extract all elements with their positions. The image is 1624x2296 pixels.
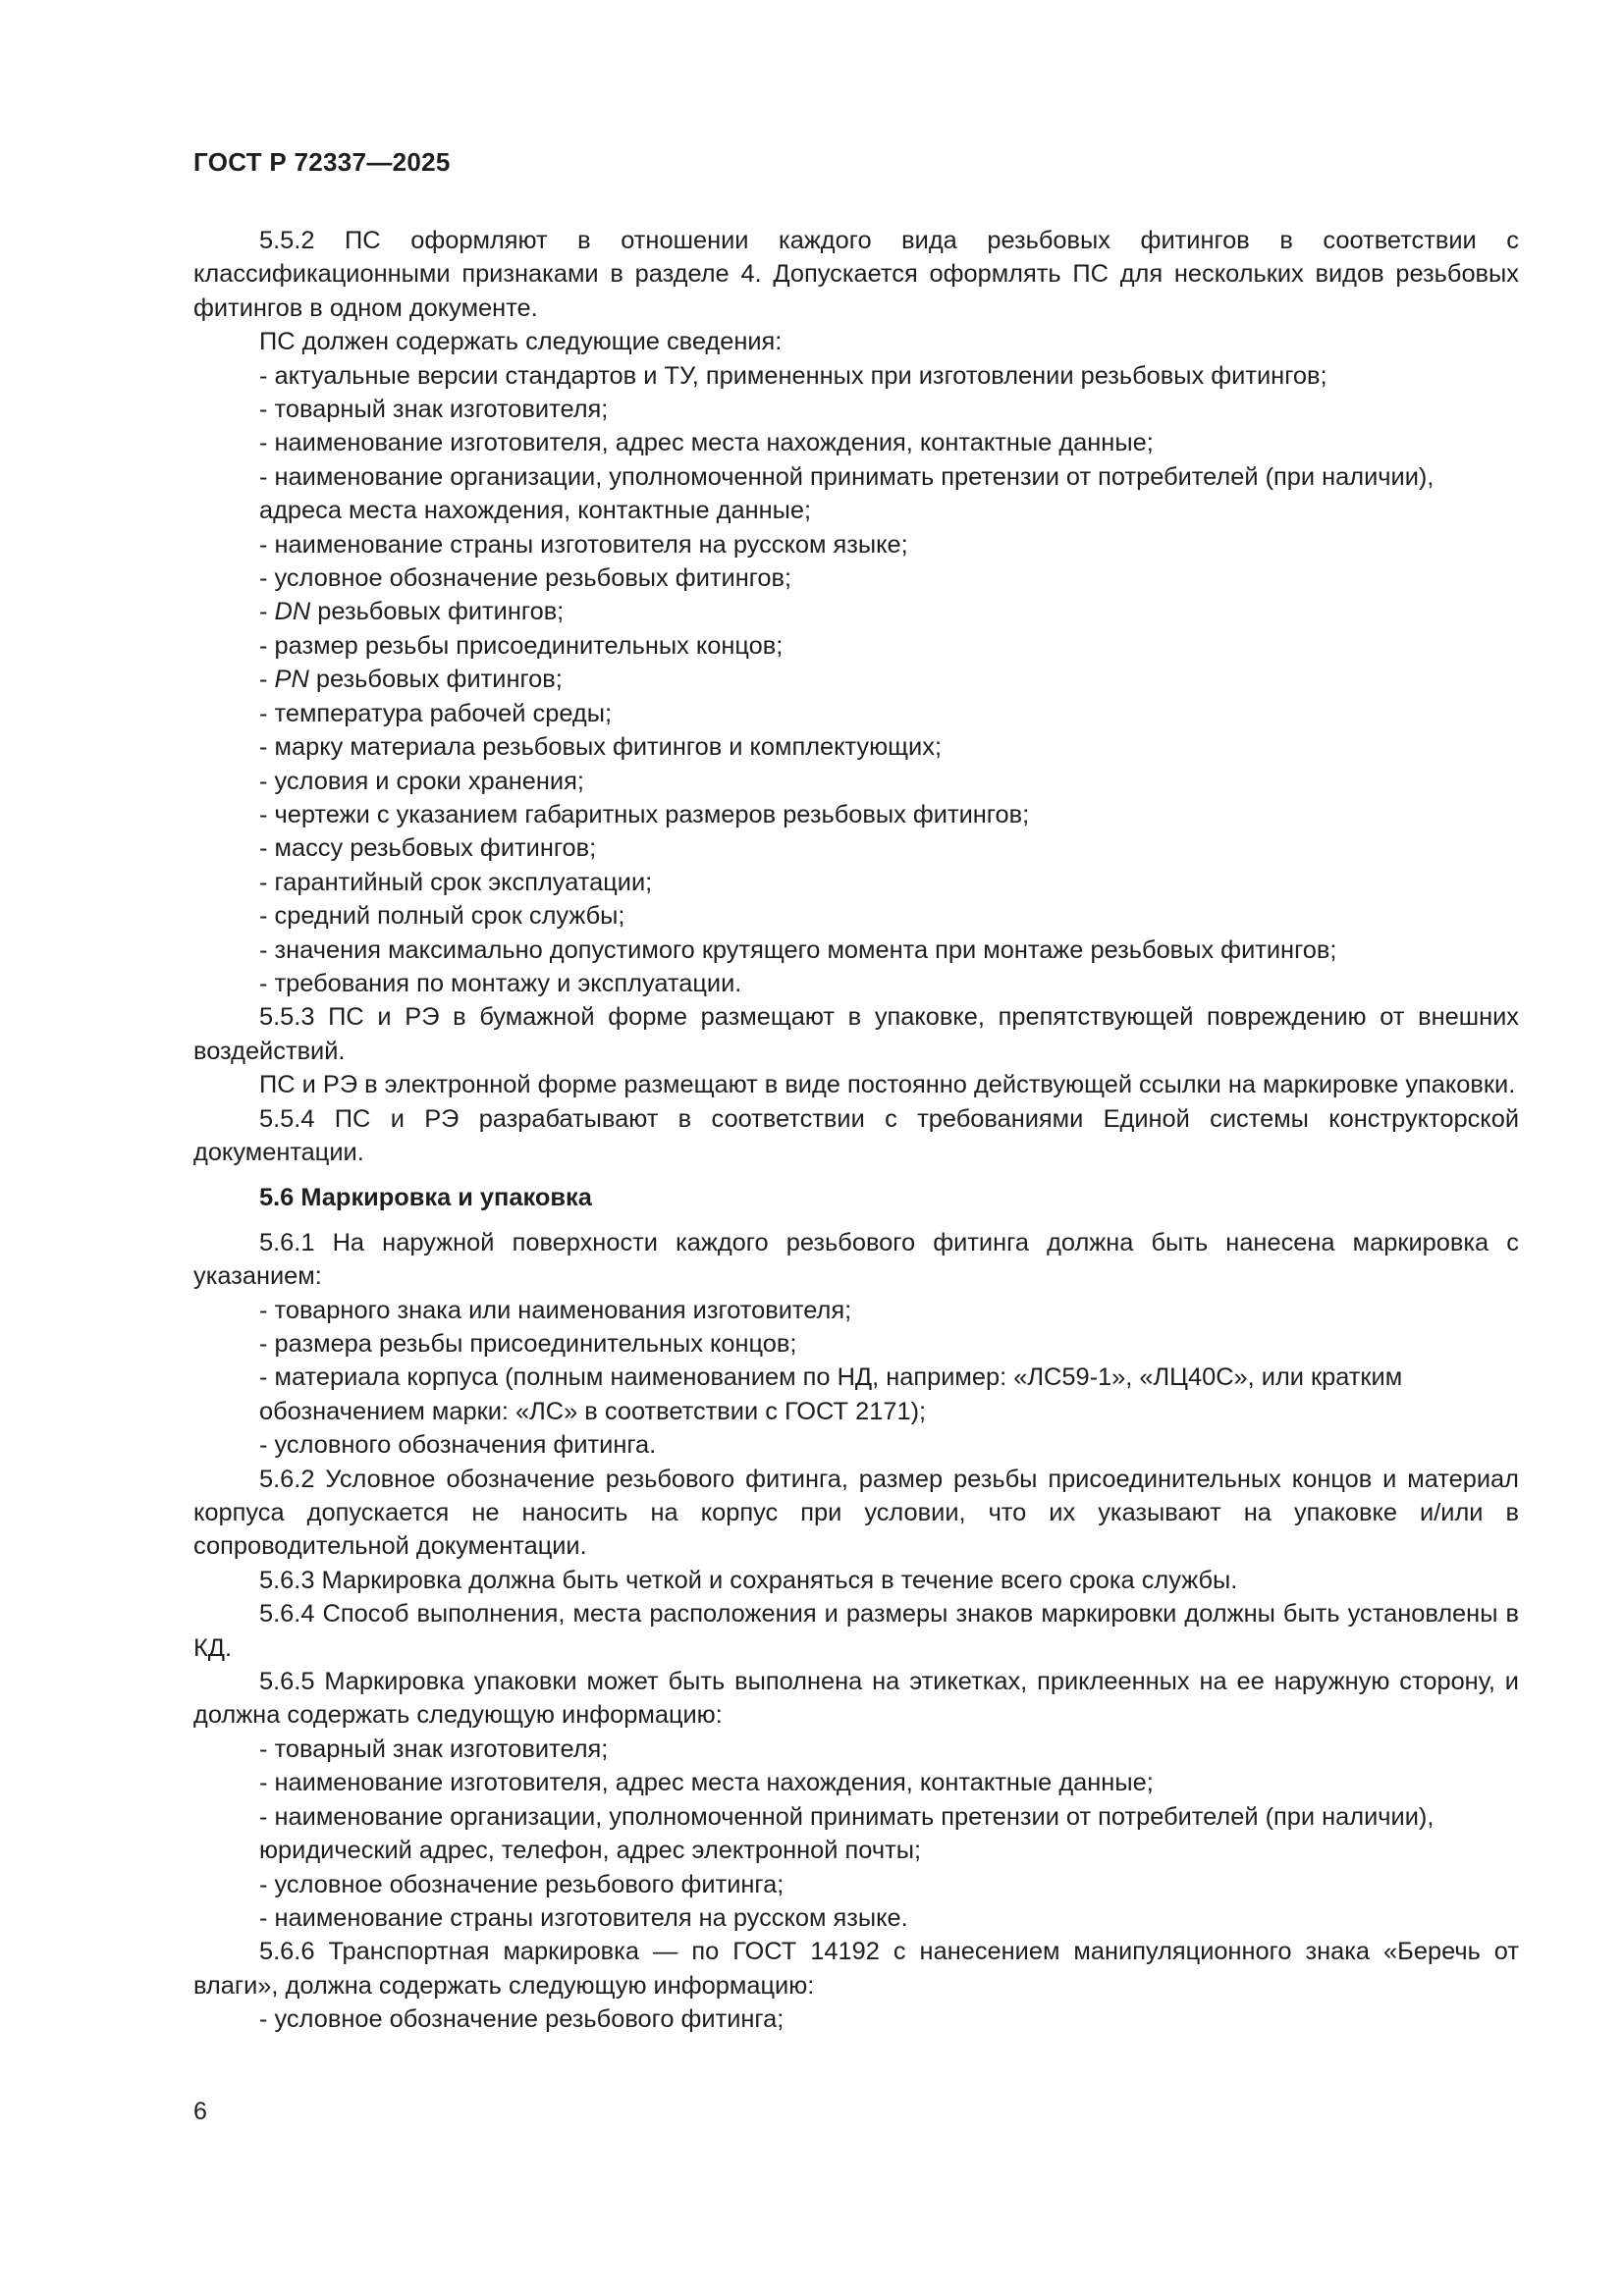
ps-list-intro: ПС должен содержать следующие сведения: — [259, 328, 783, 356]
document-header-code: ГОСТ Р 72337—2025 — [193, 147, 451, 177]
document-body — [193, 224, 1519, 2037]
list-item: - гарантийный срок эксплуатации; — [259, 868, 653, 896]
designation-term: PN — [274, 666, 309, 694]
list-item: - массу резьбовых фитингов; — [259, 834, 597, 863]
list-item: - наименование страны изготовителя на русском языке; — [259, 530, 908, 559]
paragraph-5-6-5: 5.6.5 Маркировка упаковки может быть выполнена на этикетках, приклеенных на ее наружную сторону, и должна содержать следующую информацию: — [193, 1668, 1519, 1730]
paragraph-5-6-6: 5.6.6 Транспортная маркировка — по ГОСТ 14192 с нанесением манипуляционного знака «Беречь от влаги», должна содержать следующую информацию: — [193, 1938, 1519, 2000]
list-item: - PN резьбовых фитингов; — [259, 666, 563, 694]
marking-requirements-list — [193, 1294, 1519, 1463]
list-item: - наименование организации, уполномоченной принимать претензии от потребителей (при наличии), адреса места нахождения, контактные данные; — [259, 462, 1435, 525]
list-item: - наименование изготовителя, адрес места нахождения, контактные данные; — [259, 429, 1154, 457]
list-item: - товарный знак изготовителя; — [259, 1735, 609, 1763]
list-item: - актуальные версии стандартов и ТУ, примененных при изготовлении резьбовых фитингов; — [259, 361, 1327, 390]
list-item: - размера резьбы присоединительных концов; — [259, 1330, 797, 1358]
paragraph-5-6-1: 5.6.1 На наружной поверхности каждого резьбового фитинга должна быть нанесена маркировка с указанием: — [193, 1228, 1519, 1291]
list-item: - размер резьбы присоединительных концов; — [259, 631, 784, 660]
designation-term: DN — [274, 598, 311, 626]
paragraph-5-6-3: 5.6.3 Маркировка должна быть четкой и сохраняться в течение всего срока службы. — [259, 1566, 1238, 1594]
list-item: - значения максимально допустимого крутящего момента при монтаже резьбовых фитингов; — [259, 935, 1337, 964]
paragraph-5-5-4: 5.5.4 ПС и РЭ разрабатывают в соответствии с требованиями Единой системы конструкторской документации. — [193, 1104, 1519, 1166]
list-item: - условное обозначение резьбового фитинга; — [259, 1870, 785, 1898]
page-number: 6 — [193, 2098, 207, 2125]
list-item: - наименование организации, уполномоченной принимать претензии от потребителей (при наличии), юридический адрес, телефон, адрес электронной почты; — [259, 1802, 1435, 1865]
list-item: - температура рабочей среды; — [259, 699, 613, 727]
list-item: - марку материала резьбовых фитингов и комплектующих; — [259, 733, 942, 762]
list-item: - наименование изготовителя, адрес места нахождения, контактные данные; — [259, 1769, 1154, 1797]
list-item: - условное обозначение резьбовых фитингов; — [259, 564, 792, 593]
transport-marking-list — [193, 2002, 1519, 2036]
section-title-5-6: 5.6 Маркировка и упаковка — [259, 1184, 592, 1212]
ps-requirements-list — [193, 359, 1519, 1001]
list-item: - чертежи с указанием габаритных размеров резьбовых фитингов; — [259, 800, 1030, 828]
list-item: - условное обозначение резьбового фитинга; — [259, 2005, 785, 2034]
list-item: - наименование страны изготовителя на русском языке. — [259, 1903, 908, 1932]
list-item: - условия и сроки хранения; — [259, 767, 584, 795]
package-marking-list — [193, 1733, 1519, 1935]
list-item: - средний полный срок службы; — [259, 902, 625, 931]
paragraph-5-5-3-electronic: ПС и РЭ в электронной форме размещают в виде постоянно действующей ссылки на маркировке упаковки. — [259, 1071, 1516, 1099]
paragraph-5-5-3: 5.5.3 ПС и РЭ в бумажной форме размещают в упаковке, препятствующей повреждению от внешних воздействий. — [193, 1003, 1519, 1065]
paragraph-5-5-2: 5.5.2 ПС оформляют в отношении каждого вида резьбовых фитингов в соответствии с классификационными признаками в разделе 4. Допускается оформлять ПС для нескольких видов резьбовых фитингов в одном документе. — [193, 227, 1519, 322]
list-item: - товарного знака или наименования изготовителя; — [259, 1296, 852, 1324]
list-item: - DN резьбовых фитингов; — [259, 598, 565, 626]
list-item: - товарный знак изготовителя; — [259, 396, 609, 424]
paragraph-5-6-2: 5.6.2 Условное обозначение резьбового фитинга, размер резьбы присоединительных концов и материал корпуса допускается не наносить на корпус при условии, что их указывают на упаковке и/или в сопроводительной документации. — [193, 1465, 1519, 1561]
list-item: - требования по монтажу и эксплуатации. — [259, 969, 742, 997]
paragraph-5-6-4: 5.6.4 Способ выполнения, места расположения и размеры знаков маркировки должны быть установлены в КД. — [193, 1600, 1519, 1662]
list-item: - материала корпуса (полным наименованием по НД, например: «ЛС59-1», «ЛЦ40С», или кратким обозначением марки: «ЛС» в соответствии с ГОСТ 2171); — [259, 1363, 1403, 1425]
list-item: - условного обозначения фитинга. — [259, 1431, 657, 1460]
